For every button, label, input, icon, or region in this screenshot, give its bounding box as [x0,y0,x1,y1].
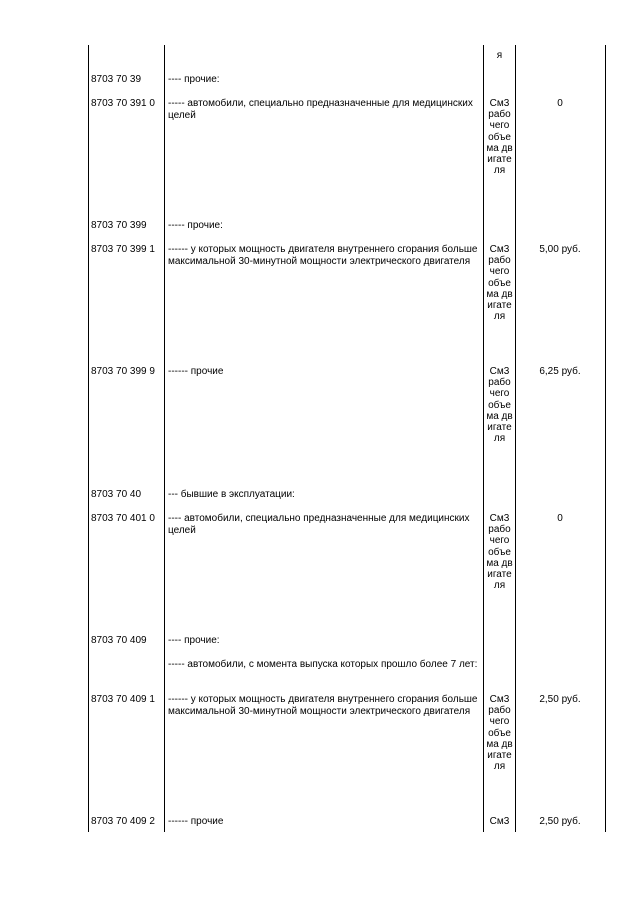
table-border-unit [515,45,516,832]
measure-unit: См3 рабочего объема двигателя [486,98,513,177]
duty-rate: 6,25 руб. [539,366,581,377]
tariff-code: 8703 70 399 [91,220,147,231]
unit-fragment: я [496,50,503,61]
duty-rate: 0 [557,98,563,109]
duty-rate: 0 [557,513,563,524]
measure-unit: См3 рабочего объема двигателя [486,366,513,445]
tariff-code: 8703 70 409 [91,635,147,646]
goods-description: ----- прочие: [168,220,223,231]
table-border-left [88,45,89,832]
tariff-code: 8703 70 399 9 [91,366,155,377]
tariff-code: 8703 70 391 0 [91,98,155,109]
goods-description: ------ прочие [168,366,224,377]
measure-unit: См3 рабочего объема двигателя [486,244,513,323]
goods-description: ---- прочие: [168,635,220,646]
table-border-desc [483,45,484,832]
tariff-code: 8703 70 401 0 [91,513,155,524]
tariff-code: 8703 70 39 [91,74,142,85]
table-border-right [605,45,606,832]
tariff-code: 8703 70 399 1 [91,244,155,255]
goods-description: ---- прочие: [168,74,220,85]
table-border-code [164,45,165,832]
measure-unit: См3 рабочего объема двигателя [486,513,513,592]
duty-rate: 2,50 руб. [539,694,581,705]
goods-description: ---- автомобили, специально предназначенные для медицинских целей [168,513,470,536]
measure-unit: См3 [489,816,510,827]
goods-description: ------ прочие [168,816,224,827]
duty-rate: 5,00 руб. [539,244,581,255]
goods-description: ----- автомобили, специально предназначенные для медицинских целей [168,98,473,121]
tariff-code: 8703 70 409 1 [91,694,155,705]
goods-description: ------ у которых мощность двигателя внутреннего сгорания больше максимальной 30-минутной мощности электрического двигателя [168,244,478,267]
measure-unit: См3 рабочего объема двигателя [486,694,513,773]
goods-description: --- бывшие в эксплуатации: [168,489,295,500]
duty-rate: 2,50 руб. [539,816,581,827]
goods-description: ------ у которых мощность двигателя внутреннего сгорания больше максимальной 30-минутной мощности электрического двигателя [168,694,478,717]
goods-description: ----- автомобили, с момента выпуска которых прошло более 7 лет: [168,659,478,670]
tariff-code: 8703 70 40 [91,489,142,500]
tariff-code: 8703 70 409 2 [91,816,155,827]
